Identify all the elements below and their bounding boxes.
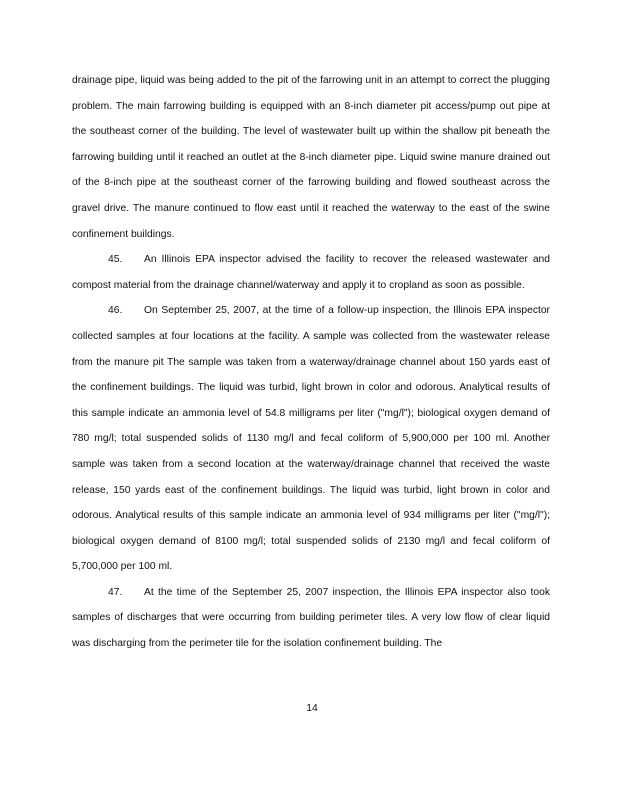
- paragraph-text: At the time of the September 25, 2007 inspection, the Illinois EPA inspector also took samples of discharges that were occurring from building perimeter tiles. A very low flow of clear liquid was discharging from the perimeter tile for the isolation confinement building. The: [72, 586, 550, 650]
- paragraph-number: 45.: [108, 254, 123, 266]
- paragraph-number: 47.: [108, 586, 123, 598]
- body-text: [72, 68, 550, 657]
- paragraph-46: [72, 298, 550, 580]
- continued-paragraph: drainage pipe, liquid was being added to the pit of the farrowing unit in an attempt to correct the plugging problem. The main farrowing building is equipped with an 8-inch diameter pit access/pump out pipe at the southeast corner of the building. The level of wastewater built up within the shallow pit beneath the farrowing building until it reached an outlet at the 8-inch diameter pipe. Liquid swine manure drained out of the 8-inch pipe at the southeast corner of the farrowing building and flowed southeast across the gravel drive. The manure continued to flow east until it reached the waterway to the east of the swine confinement buildings.: [72, 75, 550, 240]
- paragraph-number: 46.: [108, 305, 123, 317]
- paragraph-45: [72, 247, 550, 298]
- paragraph-47: [72, 580, 550, 657]
- paragraph-text: On September 25, 2007, at the time of a follow-up inspection, the Illinois EPA inspector collected samples at four locations at the facility. A sample was collected from the wastewater release from the manure pit The sample was taken from a waterway/drainage channel about 150 yards east of the confinement buildings. The liquid was turbid, light brown in color and odorous. Analytical results of this sample indicate an ammonia level of 54.8 milligrams per liter ("mg/l"); biological oxygen demand of 780 mg/l; total suspended solids of 1130 mg/l and fecal coliform of 5,900,000 per 100 ml. Another sample was taken from a second location at the waterway/drainage channel that received the waste release, 150 yards east of the confinement buildings. The liquid was turbid, light brown in color and odorous. Analytical results of this sample indicate an ammonia level of 934 milligrams per liter ("mg/l"); biological oxygen demand of 8100 mg/l; total suspended solids of 2130 mg/l and fecal coliform of 5,700,000 per 100 ml.: [72, 305, 550, 573]
- paragraph-text: An Illinois EPA inspector advised the facility to recover the released wastewater and compost material from the drainage channel/waterway and apply it to cropland as soon as possible.: [72, 254, 550, 291]
- page-number: 14: [306, 703, 318, 714]
